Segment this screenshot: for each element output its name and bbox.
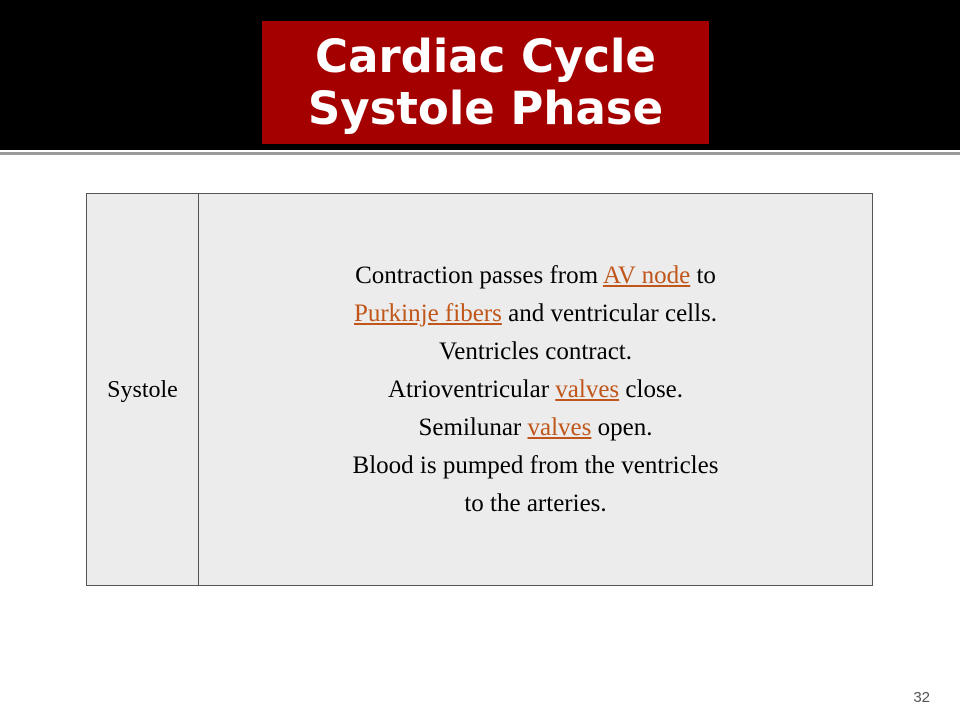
slide-title-box: [262, 21, 709, 144]
description-line: [353, 371, 719, 409]
description-cell: [199, 194, 872, 585]
text-run: Blood is pumped from the ventricles: [352, 451, 719, 479]
slide-title-line-2: Systole Phase: [307, 81, 664, 135]
phase-label: Systole: [107, 376, 178, 403]
slide-title-line-1: Cardiac Cycle: [315, 29, 656, 83]
text-run: open.: [591, 413, 653, 441]
valves-link[interactable]: valves: [527, 413, 592, 441]
text-run: Atrioventricular: [387, 375, 556, 403]
text-run: and ventricular cells.: [501, 299, 718, 327]
text-run: Semilunar: [418, 413, 528, 441]
text-run: Contraction passes from: [355, 261, 603, 289]
phase-label-cell: [87, 194, 199, 585]
text-run: Ventricles contract.: [439, 337, 632, 365]
description-line: [353, 447, 719, 485]
text-run: to the arteries.: [464, 489, 607, 517]
description-text: [353, 257, 719, 523]
purkinje-fibers-link[interactable]: Purkinje fibers: [353, 299, 502, 327]
description-line: [353, 257, 719, 295]
systole-table: [86, 193, 873, 586]
text-run: to: [690, 261, 716, 289]
description-line: [353, 485, 719, 523]
page-number: 32: [913, 689, 930, 706]
text-run: close.: [619, 375, 684, 403]
description-line: [353, 333, 719, 371]
description-line: [353, 409, 719, 447]
description-line: [353, 295, 719, 333]
av-node-link[interactable]: AV node: [602, 261, 691, 289]
valves-link[interactable]: valves: [555, 375, 620, 403]
header-divider: [0, 152, 960, 155]
